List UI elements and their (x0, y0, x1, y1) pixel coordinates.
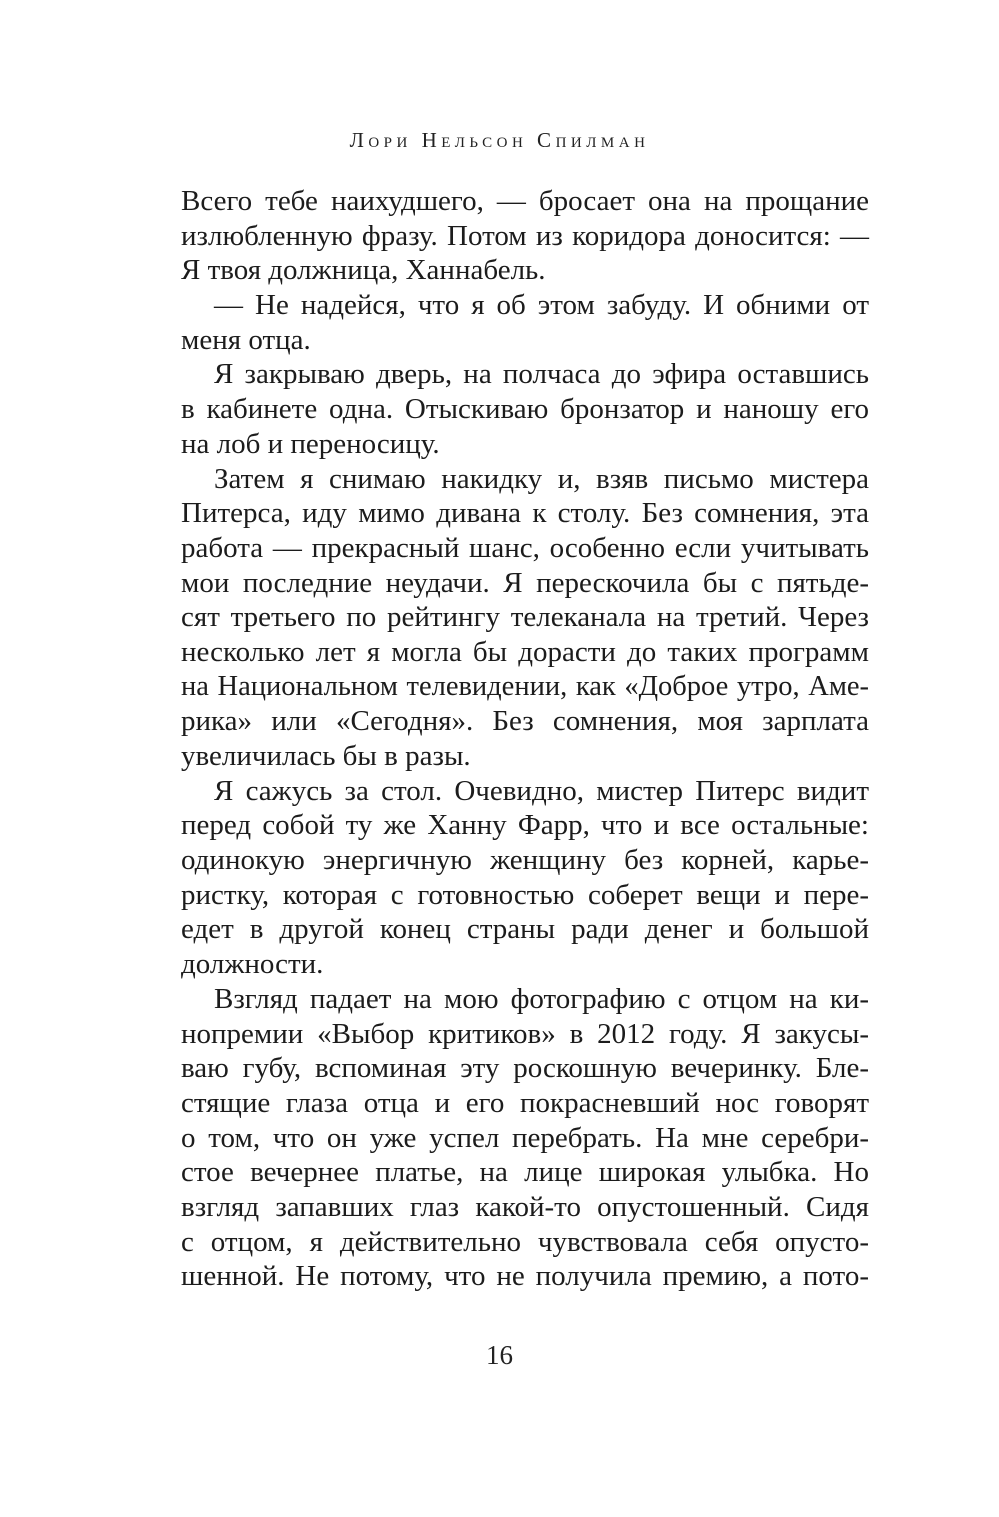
body-text (181, 184, 869, 1294)
text-line: рика» или «Сегодня». Без сомнения, моя зарплата (181, 705, 869, 738)
text-line: о том, что он уже успел перебрать. На мне серебри- (181, 1121, 869, 1154)
text-line: с отцом, я действительно чувствовала себя опусто- (181, 1225, 869, 1258)
text-line: сят третьего по рейтингу телеканала на третий. Через (181, 601, 869, 634)
text-line: на лоб и переносицу. (181, 427, 440, 460)
text-line: едет в другой конец страны ради денег и большой (181, 913, 869, 946)
text-line: несколько лет я могла бы дорасти до таких программ (181, 635, 869, 668)
text-line: нопремии «Выбор критиков» в 2012 году. Я закусы- (181, 1017, 869, 1050)
text-line: меня отца. (181, 323, 311, 356)
text-line: Я сажусь за стол. Очевидно, мистер Питерс видит (214, 774, 869, 807)
page-number: 16 (486, 1340, 513, 1370)
text-line: взгляд запавших глаз какой-то опустошенный. Сидя (181, 1190, 869, 1223)
text-line: Я закрываю дверь, на полчаса до эфира оставшись (214, 358, 869, 391)
text-line: Питерса, иду мимо дивана к столу. Без сомнения, эта (181, 497, 869, 530)
text-line: излюбленную фразу. Потом из коридора доносится: — (181, 219, 869, 252)
text-line: ристку, которая с готовностью соберет вещи и пере- (181, 878, 869, 911)
running-head: Лори Нельсон Спилман (349, 128, 650, 152)
text-line: одинокую энергичную женщину без корней, карье- (181, 844, 869, 877)
text-line: перед собой ту же Ханну Фарр, что и все остальные: (181, 809, 869, 842)
text-line: стящие глаза отца и его покрасневший нос говорят (181, 1086, 869, 1119)
text-line: увеличилась бы в разы. (181, 740, 471, 772)
text-line: должности. (181, 948, 324, 981)
text-line: работа — прекрасный шанс, особенно если учитывать (181, 531, 869, 564)
text-line: Затем я снимаю накидку и, взяв письмо мистера (214, 462, 869, 495)
text-line: Я твоя должница, Ханнабель. (181, 254, 546, 287)
text-line: ваю губу, вспоминая эту роскошную вечеринку. Бле- (181, 1052, 869, 1085)
text-line: стое вечернее платье, на лице широкая улыбка. Но (181, 1156, 869, 1189)
text-line: на Национальном телевидении, как «Доброе утро, Аме- (181, 670, 869, 702)
text-line: шенной. Не потому, что не получила премию, а пото- (181, 1260, 869, 1293)
text-line: в кабинете одна. Отыскиваю бронзатор и наношу его (181, 393, 869, 426)
text-line: Всего тебе наихудшего, — бросает она на прощание (181, 185, 869, 217)
text-line: мои последние неудачи. Я перескочила бы с пятьде- (181, 566, 869, 599)
text-line: Взгляд падает на мою фотографию с отцом на ки- (214, 982, 869, 1015)
text-line: — Не надейся, что я об этом забуду. И обними от (214, 289, 869, 322)
